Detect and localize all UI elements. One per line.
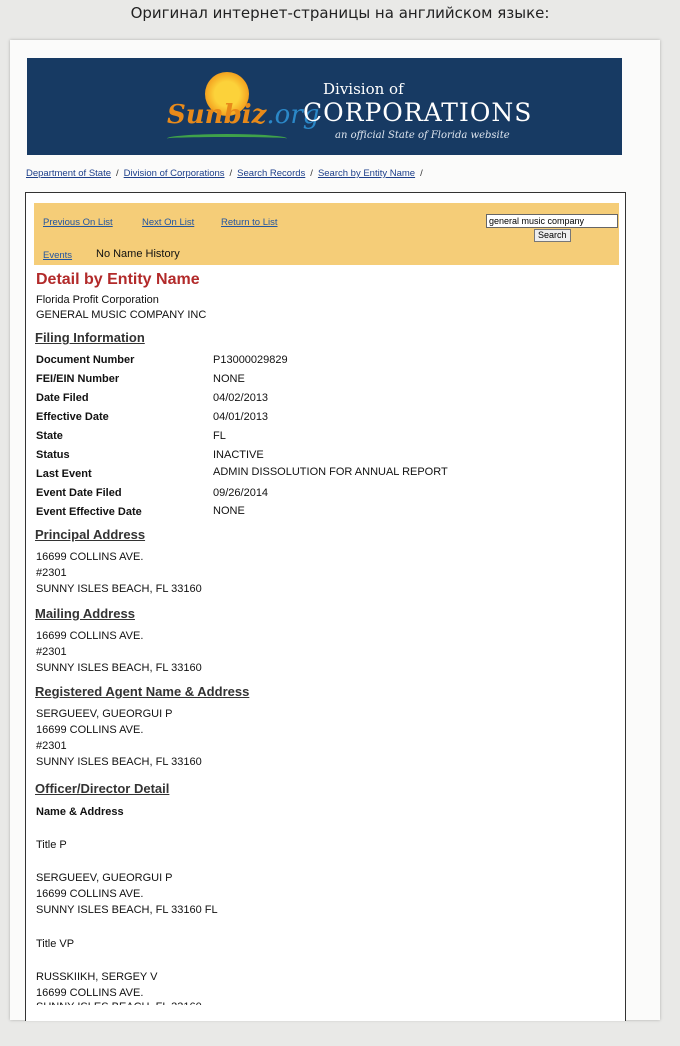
filing-label: Status <box>36 449 70 461</box>
officer-title: Title VP <box>36 938 75 950</box>
filing-label: Event Date Filed <box>36 487 122 499</box>
division-of-label: Division of <box>323 80 404 98</box>
detail-frame <box>25 192 626 1021</box>
filing-value: FL <box>213 430 226 442</box>
filing-value: P13000029829 <box>213 354 288 366</box>
principal-address-heading: Principal Address <box>35 527 146 542</box>
officer-line: 16699 COLLINS AVE. <box>36 888 144 900</box>
logo-org-text: .org <box>266 100 320 130</box>
breadcrumb-search-by-entity-name[interactable]: Search by Entity Name <box>317 168 416 179</box>
agent-line: SERGUEEV, GUEORGUI P <box>36 708 173 720</box>
entity-type: Florida Profit Corporation <box>36 294 159 306</box>
page-caption: Оригинал интернет-страницы на английском языке: <box>130 4 550 22</box>
corporations-label: CORPORATIONS <box>303 98 533 127</box>
filing-value: NONE <box>213 505 245 517</box>
address-line: #2301 <box>36 567 67 579</box>
next-on-list-link[interactable]: Next On List <box>142 217 195 228</box>
address-line: SUNNY ISLES BEACH, FL 33160 <box>36 583 202 595</box>
agent-line: #2301 <box>36 740 67 752</box>
filing-label: FEI/EIN Number <box>36 373 120 385</box>
agent-line: SUNNY ISLES BEACH, FL 33160 <box>36 756 202 768</box>
filing-value: INACTIVE <box>213 449 264 461</box>
officer-title: Title P <box>36 839 67 851</box>
search-button[interactable]: Search <box>534 229 571 242</box>
events-link[interactable]: Events <box>43 250 73 261</box>
return-to-list-link[interactable]: Return to List <box>221 217 278 228</box>
search-navigation-bar <box>34 203 619 265</box>
name-address-subheading: Name & Address <box>36 806 124 818</box>
official-site-label: an official State of Florida website <box>335 130 510 141</box>
officer-line: SERGUEEV, GUEORGUI P <box>36 872 173 884</box>
officer-line: RUSSKIIKH, SERGEY V <box>36 971 158 983</box>
officer-director-heading: Officer/Director Detail <box>35 781 170 796</box>
address-line: #2301 <box>36 646 67 658</box>
filing-label: Event Effective Date <box>36 506 142 518</box>
search-input[interactable] <box>486 214 618 228</box>
filing-value: NONE <box>213 373 245 385</box>
filing-label: Document Number <box>36 354 135 366</box>
header-banner <box>27 58 622 155</box>
address-line: 16699 COLLINS AVE. <box>36 551 144 563</box>
filing-value: 04/02/2013 <box>213 392 269 404</box>
filing-label: Effective Date <box>36 411 109 423</box>
breadcrumb-department-of-state[interactable]: Department of State <box>26 168 112 179</box>
page-title: Detail by Entity Name <box>36 271 200 288</box>
agent-line: 16699 COLLINS AVE. <box>36 724 144 736</box>
address-line: 16699 COLLINS AVE. <box>36 630 144 642</box>
filing-value: 09/26/2014 <box>213 487 269 499</box>
printed-page <box>10 40 660 1020</box>
address-line: SUNNY ISLES BEACH, FL 33160 <box>36 662 202 674</box>
breadcrumb-division-of-corporations[interactable]: Division of Corporations <box>123 168 225 179</box>
filing-label: State <box>36 430 63 442</box>
filing-label: Date Filed <box>36 392 89 404</box>
officer-line: 16699 COLLINS AVE. <box>36 987 144 999</box>
officer-line: SUNNY ISLES BEACH, FL 33160 FL <box>36 904 218 916</box>
filing-value: 04/01/2013 <box>213 411 269 423</box>
previous-on-list-link[interactable]: Previous On List <box>43 217 113 228</box>
breadcrumb-search-records[interactable]: Search Records <box>237 168 306 179</box>
registered-agent-heading: Registered Agent Name & Address <box>35 684 250 699</box>
breadcrumb: Department of State / Division of Corporations / Search Records / Search by Entity Name / <box>26 168 423 179</box>
filing-information-heading: Filing Information <box>35 330 145 345</box>
mailing-address-heading: Mailing Address <box>35 606 135 621</box>
filing-label: Last Event <box>36 468 92 480</box>
sunbiz-logo[interactable] <box>167 100 319 130</box>
filing-value: ADMIN DISSOLUTION FOR ANNUAL REPORT <box>213 466 448 478</box>
swoosh-icon <box>167 134 287 143</box>
entity-name: GENERAL MUSIC COMPANY INC <box>36 309 207 321</box>
page-cutoff <box>26 1005 625 1021</box>
no-name-history-label: No Name History <box>96 248 180 260</box>
logo-main-text: Sunbiz <box>167 100 267 130</box>
